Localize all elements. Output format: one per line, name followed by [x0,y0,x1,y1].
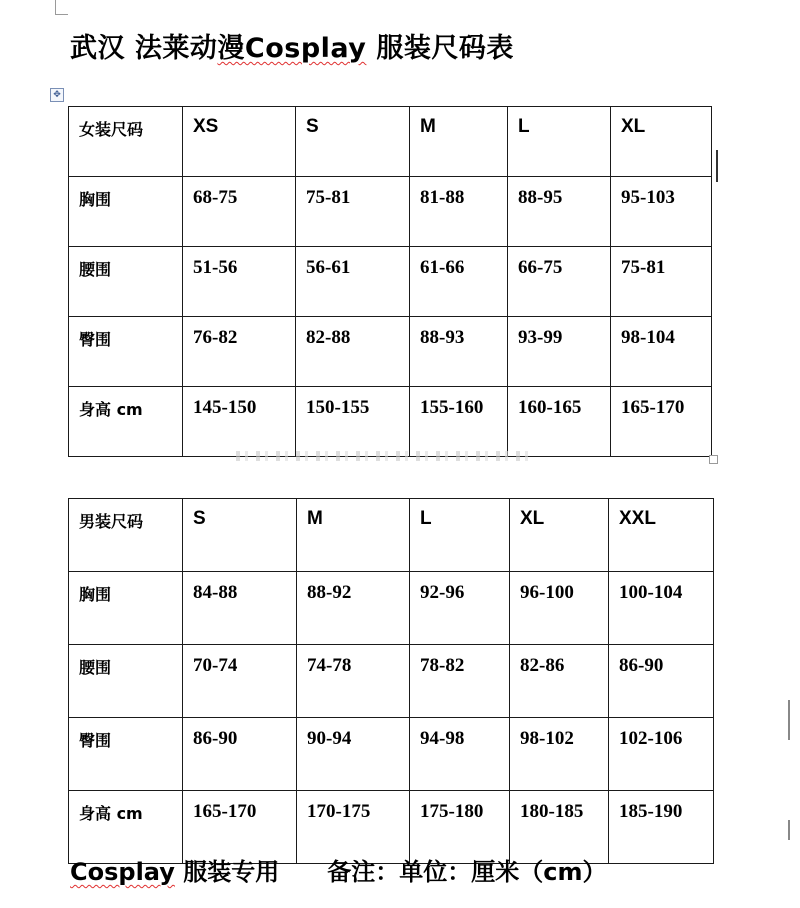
value-cell[interactable]: 82-86 [510,645,609,718]
table-row [69,177,712,247]
title-spellcheck-word: 漫Cosplay [217,33,367,64]
row-label-cell[interactable]: 身高 cm [69,387,183,457]
scan-artifact [236,451,536,461]
header-cell[interactable]: M [410,107,508,177]
table-row [69,317,712,387]
value-cell[interactable]: 68-75 [183,177,296,247]
men-size-table [68,498,714,864]
value-cell[interactable]: 88-93 [410,317,508,387]
value-cell[interactable]: 82-88 [296,317,410,387]
value-cell[interactable]: 93-99 [508,317,611,387]
value-cell[interactable]: 180-185 [510,791,609,864]
value-cell[interactable]: 96-100 [510,572,609,645]
value-cell[interactable]: 100-104 [609,572,714,645]
text-cursor [716,150,718,182]
value-cell[interactable]: 165-170 [611,387,712,457]
header-cell[interactable]: XXL [609,499,714,572]
row-label-cell[interactable]: 臀围 [69,718,183,791]
value-cell[interactable]: 94-98 [410,718,510,791]
value-cell[interactable]: 145-150 [183,387,296,457]
value-cell[interactable]: 88-92 [297,572,410,645]
header-cell[interactable]: S [183,499,297,572]
value-cell[interactable]: 160-165 [508,387,611,457]
row-label-cell[interactable]: 身高 cm [69,791,183,864]
value-cell[interactable]: 66-75 [508,247,611,317]
value-cell[interactable]: 75-81 [611,247,712,317]
value-cell[interactable]: 88-95 [508,177,611,247]
value-cell[interactable]: 92-96 [410,572,510,645]
value-cell[interactable]: 84-88 [183,572,297,645]
value-cell[interactable]: 51-56 [183,247,296,317]
title-suffix: 服装尺码表 [366,33,514,64]
table-row [69,718,714,791]
value-cell[interactable]: 81-88 [410,177,508,247]
value-cell[interactable]: 98-102 [510,718,609,791]
value-cell[interactable]: 74-78 [297,645,410,718]
footer-note [70,852,607,887]
row-label-cell[interactable]: 胸围 [69,177,183,247]
document-title [70,26,514,65]
value-cell[interactable]: 56-61 [296,247,410,317]
row-label-cell[interactable]: 臀围 [69,317,183,387]
page-edge-mark [788,700,790,740]
table-row [69,387,712,457]
margin-corner-mark [55,0,68,15]
table-row [69,247,712,317]
value-cell[interactable]: 175-180 [410,791,510,864]
header-cell[interactable]: L [508,107,611,177]
value-cell[interactable]: 76-82 [183,317,296,387]
row-label-cell[interactable]: 胸围 [69,572,183,645]
footer-spellcheck-word: Cosplay [70,858,175,886]
value-cell[interactable]: 86-90 [183,718,297,791]
value-cell[interactable]: 95-103 [611,177,712,247]
title-prefix: 武汉 法莱动 [70,33,218,64]
row-label-cell[interactable]: 腰围 [69,645,183,718]
table-header-row [69,499,714,572]
header-cell[interactable]: 男装尺码 [69,499,183,572]
header-cell[interactable]: 女装尺码 [69,107,183,177]
table-row [69,645,714,718]
table-move-handle-icon[interactable]: ✥ [50,88,64,102]
value-cell[interactable]: 102-106 [609,718,714,791]
value-cell[interactable]: 185-190 [609,791,714,864]
header-cell[interactable]: L [410,499,510,572]
footer-left-text: 服装专用 [174,858,280,886]
value-cell[interactable]: 78-82 [410,645,510,718]
row-label-cell[interactable]: 腰围 [69,247,183,317]
table-row [69,572,714,645]
value-cell[interactable]: 90-94 [297,718,410,791]
page-edge-mark [788,820,790,840]
header-cell[interactable]: S [296,107,410,177]
table-header-row [69,107,712,177]
value-cell[interactable]: 150-155 [296,387,410,457]
value-cell[interactable]: 170-175 [297,791,410,864]
table-resize-handle-icon[interactable] [709,455,718,464]
value-cell[interactable]: 70-74 [183,645,297,718]
header-cell[interactable]: XS [183,107,296,177]
header-cell[interactable]: XL [510,499,609,572]
value-cell[interactable]: 75-81 [296,177,410,247]
footer-unit-note: 备注：单位：厘米（cm） [327,858,607,886]
header-cell[interactable]: M [297,499,410,572]
value-cell[interactable]: 98-104 [611,317,712,387]
value-cell[interactable]: 61-66 [410,247,508,317]
value-cell[interactable]: 165-170 [183,791,297,864]
header-cell[interactable]: XL [611,107,712,177]
women-size-table [68,106,712,457]
value-cell[interactable]: 86-90 [609,645,714,718]
value-cell[interactable]: 155-160 [410,387,508,457]
